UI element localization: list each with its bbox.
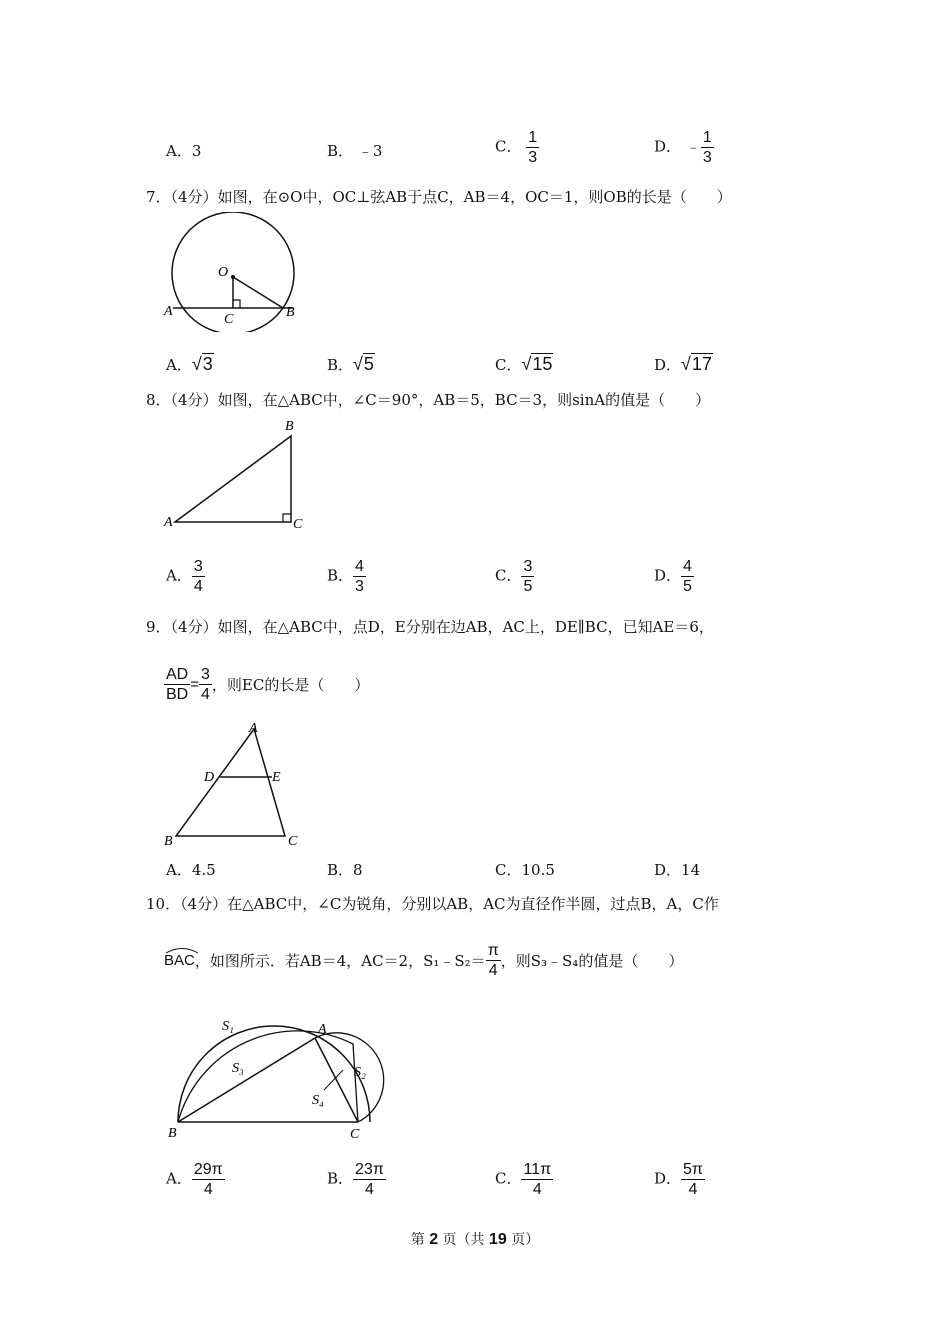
q9-triangle-figure: [160, 717, 320, 852]
label-o: O: [218, 265, 229, 280]
q7-option-c: C．√15: [495, 354, 553, 374]
fraction: $\frac{29\pi}{4}$: [193, 1161, 223, 1198]
semicircle-bc-arc: [178, 1026, 370, 1122]
q8-option-d: D． $\frac{4}{5}$: [654, 558, 692, 595]
fraction: $\frac{3}{4}$: [193, 558, 203, 595]
q6-option-a: A．3: [166, 142, 202, 160]
triangle-abc: [175, 436, 291, 522]
q8-stem: 8．（4分）如图，在△ABC中，∠C＝90°，AB＝5，BC＝3，则sinA的值是（ ）: [146, 391, 711, 409]
label-s3: S₃: [232, 1061, 244, 1076]
label-b: B: [285, 419, 294, 434]
label-b: B: [164, 834, 173, 849]
right-angle-mark: [233, 300, 240, 308]
label-a: A: [164, 515, 173, 530]
fraction: $\frac{1}{3}$: [702, 129, 712, 166]
q7-option-b: B．√5: [327, 354, 374, 374]
right-angle-mark: [283, 514, 291, 522]
fraction: $\frac{23\pi}{4}$: [355, 1161, 384, 1198]
label-s4: S₄: [312, 1093, 324, 1108]
fraction: $\frac{11\pi}{4}$: [523, 1161, 552, 1198]
label-b: B: [286, 305, 295, 320]
q9-stem: 9．（4分）如图，在△ABC中，点D，E分别在边AB，AC上，DE∥BC，已知AE＝6，: [146, 618, 714, 636]
value-fraction: $\frac{3}{4}$: [201, 666, 210, 703]
page-total: 19: [489, 1231, 507, 1248]
q6-option-b: B． ﹣3: [327, 142, 383, 160]
page-number: 2: [429, 1231, 439, 1248]
q10-option-c: C． $\frac{11\pi}{4}$: [495, 1161, 552, 1198]
label-c: C: [350, 1127, 360, 1142]
fraction: $\frac{4}{3}$: [355, 558, 364, 595]
segment-ac: [315, 1038, 358, 1122]
q9-stem-line2: $\frac{AD}{BD}$ = $\frac{3}{4}$ ，则EC的长是（ ）: [166, 666, 370, 703]
q9-option-d: D．14: [654, 861, 701, 879]
pi-fraction: $\frac{\pi}{4}$: [487, 942, 499, 979]
label-c: C: [288, 834, 298, 849]
label-e: E: [272, 770, 281, 785]
q9-option-b: B．8: [327, 861, 363, 879]
ratio-fraction: $\frac{AD}{BD}$: [166, 666, 189, 703]
label-a: A: [164, 304, 173, 319]
page-footer: 第 2 页（共 19 页）: [410, 1231, 540, 1248]
q7-option-a: A．√3: [166, 354, 213, 374]
q7-stem: 7．（4分）如图，在⊙O中，OC⊥弦AB于点C，AB＝4，OC＝1，则OB的长是（ ）: [146, 188, 732, 206]
q10-stem-line2: BAC，如图所示．若AB＝4，AC＝2，S₁﹣S₂＝ $\frac{\pi}{4}$ ，则S₃﹣S₄的值是（ ）: [164, 942, 684, 979]
fraction: $\frac{3}{5}$: [523, 558, 533, 595]
label-s1: S₁: [222, 1019, 234, 1034]
label-a: A: [249, 721, 258, 736]
q7-option-d: D．√17: [654, 354, 712, 374]
q6-option-d: D． ﹣ $\frac{1}{3}$: [654, 129, 712, 166]
arc-notation: BAC: [164, 952, 195, 969]
q6-option-c: C． $\frac{1}{3}$: [495, 129, 538, 166]
q8-option-c: C． $\frac{3}{5}$: [495, 558, 533, 595]
semicircle-ac: [315, 1033, 384, 1122]
q7-circle-figure: [160, 212, 310, 332]
q10-stem: 10．（4分）在△ABC中，∠C为锐角，分别以AB，AC为直径作半圆，过点B，A，C作: [146, 895, 719, 913]
q10-option-b: B． $\frac{23\pi}{4}$: [327, 1161, 384, 1198]
q10-option-d: D． $\frac{5\pi}{4}$: [654, 1161, 703, 1198]
label-d: D: [204, 770, 215, 785]
q10-semicircles-figure: [158, 1000, 398, 1148]
fraction: $\frac{1}{3}$: [528, 129, 538, 166]
q8-triangle-figure: [160, 414, 320, 534]
center-point: [231, 275, 235, 279]
q8-option-a: A． $\frac{3}{4}$: [166, 558, 203, 595]
triangle-abc: [176, 729, 285, 836]
q9-option-a: A．4.5: [166, 861, 216, 879]
q10-option-a: A． $\frac{29\pi}{4}$: [166, 1161, 223, 1198]
fraction: $\frac{4}{5}$: [683, 558, 692, 595]
label-c: C: [293, 517, 303, 532]
label-a: A: [318, 1022, 327, 1037]
q8-option-b: B． $\frac{4}{3}$: [327, 558, 364, 595]
label-b: B: [168, 1126, 177, 1141]
label-s2: S₂: [354, 1065, 366, 1080]
fraction: $\frac{5\pi}{4}$: [683, 1161, 703, 1198]
q9-option-c: C．10.5: [495, 861, 555, 879]
label-c: C: [224, 312, 234, 327]
